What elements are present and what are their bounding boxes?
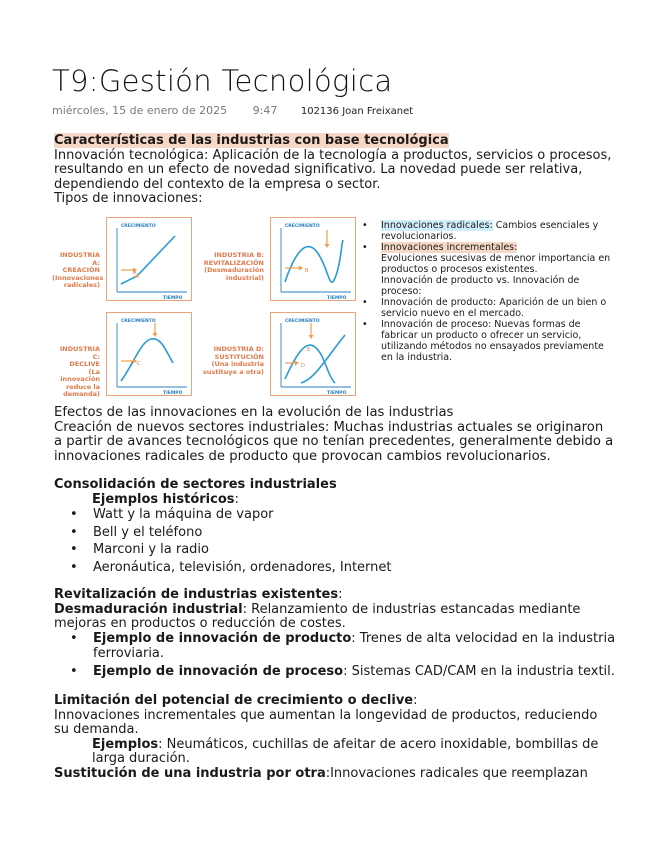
bullet-radical-text: Cambios esenciales y revolucionarios. [381,220,599,242]
label-a-title: INDUSTRIA A: [59,251,100,267]
x-axis-label: TIEMPO [163,296,183,301]
figure-label-c [52,346,100,399]
label-d-desc2: sustituye a otra) [202,367,264,376]
figure-label-d [190,346,264,376]
note-author: 102136 Joan Freixanet [300,106,414,117]
label-c-title: INDUSTRIA C: [59,345,100,361]
y-axis-label: CRECIMIENTO [121,224,156,229]
point-d: D [301,363,305,369]
label-a-name: CREACIÓN [62,266,100,274]
dematuration-label: Desmaduración industrial [54,601,243,617]
list-item: • Marconi y la radio [70,541,392,559]
effects-text: Creación de nuevos sectores industriales: Muchas industrias actuales se originaron a partir de avances tecnológicos que no tenían precedentes, generalmente debido a innovaciones radicales de producto que provocan cambios revolucionarios. [54,419,614,464]
substitution-down-arrowhead [309,335,314,339]
label-b-desc1: (Desmaduración [204,266,264,274]
figure-label-a [52,251,104,290]
revitalization-examples-list [70,631,618,679]
section-effects [54,406,614,464]
list-item [70,664,618,679]
figure-label-b [190,252,264,282]
innovation-types-label: Tipos de innovaciones: [54,191,203,206]
product-example-label: Ejemplo de innovación de producto [93,631,352,646]
substitution-text: :Innovaciones radicales que reemplazan [325,765,588,781]
y-axis-label: CRECIMIENTO [285,224,320,229]
list-item [362,220,612,242]
point-a: A [133,270,137,276]
label-a-desc1: (Innovaciones [52,273,104,282]
panel-revitalization [270,217,356,301]
point-b: B [305,268,309,274]
historical-examples-label: Ejemplos históricos [92,491,235,507]
label-b-desc2: industrial) [225,273,264,282]
consolidation-heading: Consolidación de sectores industriales [54,477,337,492]
label-c-name: DECLIVE [69,360,100,368]
list-item: • Aeronáutica, televisión, ordenadores, Internet [70,559,392,577]
innovation-types-list [362,220,612,363]
decline-graph [107,313,193,397]
revitalization-arrowhead [299,266,303,271]
dematuration-text: : Relanzamiento de industrias estancadas mediante mejoras en productos o reducción de costes. [54,601,581,631]
panel-decline [106,312,192,396]
effects-heading: Efectos de las innovaciones en la evolución de las industrias [54,405,454,420]
revitalization-colon: : [338,587,343,602]
revitalization-curve [285,240,343,282]
section-limitation [54,694,616,781]
bullet-product-innovation: Innovación de producto: Aparición de un bien o servicio nuevo en el mercado. [381,297,607,319]
section-heading-characteristics: Características de las industrias con base tecnológica [54,133,449,148]
note-time: 9:47 [252,104,278,117]
historical-examples-list [70,506,392,577]
label-c-desc2: reduce la demanda) [63,382,100,398]
point-c: C [137,361,141,367]
label-b-name: REVITALIZACIÓN [203,258,264,267]
list-item: • Watt y la máquina de vapor [70,506,392,524]
product-example-text: : Trenes de alta velocidad en la industria ferroviaria. [93,631,616,661]
y-axis-label: CRECIMIENTO [121,319,156,324]
list-item [362,319,612,363]
label-d-desc1: (Una industria [211,360,264,368]
label-d-title: INDUSTRIA D: [213,345,264,353]
page-title: T9:Gestión Tecnológica [52,64,393,98]
section-characteristics [54,134,614,207]
x-axis-label: TIEMPO [327,296,347,301]
x-axis-label: TIEMPO [163,391,183,396]
historical-examples-colon: : [234,491,239,507]
note-meta [52,104,413,117]
creation-graph [107,218,193,302]
limitation-text: Innovaciones incrementales que aumentan la longevidad de productos, reduciendo su demanda. [54,707,598,737]
innovation-figure [52,214,356,400]
process-example-text: : Sistemas CAD/CAM en la industria textil. [343,664,615,679]
panel-creation [106,217,192,301]
list-item: • Bell y el teléfono [70,524,392,542]
limitation-heading: Limitación del potencial de crecimiento o declive [54,693,414,708]
label-c-desc1: (La innovación [60,367,100,383]
decline-curve [121,339,173,381]
bullet-product-vs-process: Innovación de producto vs. Innovación de proceso: [381,275,580,297]
note-date: miércoles, 15 de enero de 2025 [52,104,228,117]
section-consolidation [54,478,614,507]
decline-down-arrowhead [153,333,158,337]
bullet-incremental-label: Innovaciones incrementales: [381,242,518,253]
list-item [70,631,618,661]
innovation-definition: Innovación tecnológica: Aplicación de la tecnología a productos, servicios o procesos, resultando en un efecto de novedad significativo. La novedad puede ser relativa, dependiendo del contexto de la empresa o sector. [54,147,612,192]
list-item [362,242,612,275]
label-d-name: SUSTITUCIÓN [214,352,264,361]
point-e: E [307,347,311,353]
bullet-process-innovation: Innovación de proceso: Nuevas formas de fabricar un producto o ofrecer un servicio, utilizando métodos no ensayados previamente en la industria. [381,319,604,363]
substitution-arrowhead [295,361,299,366]
revitalization-heading: Revitalización de industrias existentes [54,587,339,602]
panel-substitution [270,312,356,396]
section-revitalization [54,588,614,632]
substitution-label: Sustitución de una industria por otra [54,765,326,781]
label-a-desc2: radicales) [63,281,100,289]
revitalization-down-arrowhead [325,244,330,248]
limitation-examples-text: : Neumáticos, cuchillas de afeitar de acero inoxidable, bombillas de larga duración. [92,736,599,766]
bullet-incremental-text: Evoluciones sucesivas de menor importancia en productos o procesos existentes. [381,253,611,275]
label-b-title: INDUSTRIA B: [214,251,264,259]
revitalization-graph [271,218,357,302]
creation-curve [121,236,175,284]
bullet-radical-label: Innovaciones radicales: [381,220,493,231]
list-item [362,297,612,319]
limitation-examples-label: Ejemplos [92,736,159,752]
y-axis-label: CRECIMIENTO [285,319,320,324]
substitution-graph [271,313,357,397]
x-axis-label: TIEMPO [327,391,347,396]
limitation-colon: : [413,693,418,708]
process-example-label: Ejemplo de innovación de proceso [93,664,344,679]
